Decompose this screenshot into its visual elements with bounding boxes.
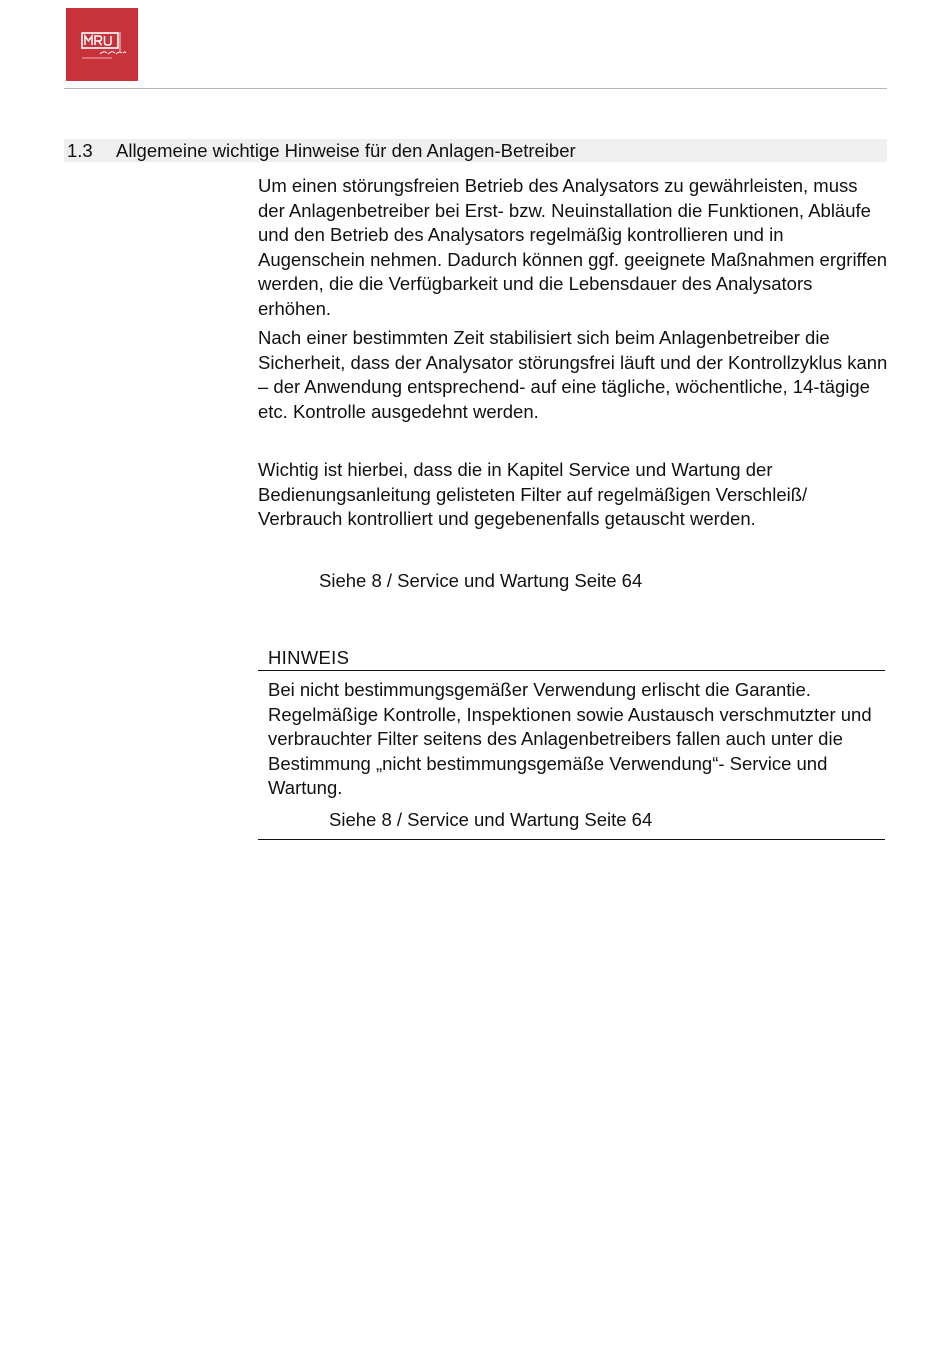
section-heading (64, 139, 887, 162)
notice-text: Bei nicht bestimmungsgemäßer Verwendung erlischt die Garantie. Regelmäßige Kontrolle, Inspektionen sowie Austausch verschmutzter und verbrauchter Filter seitens des Anlagenbetreibers fallen auch unter die Bestimmung „nicht bestimmungsgemäße Verwendung“- Service und Wartung. (268, 679, 872, 799)
notice-title: HINWEIS (268, 647, 350, 668)
mru-logo-icon (66, 8, 138, 81)
notice-cross-reference-link[interactable]: Siehe 8 / Service und Wartung Seite 64 (329, 809, 653, 830)
section-title: Allgemeine wichtige Hinweise für den Anlagen-Betreiber (116, 140, 576, 161)
notice-box (258, 643, 885, 841)
paragraph-1: Um einen störungsfreien Betrieb des Analysators zu gewährleisten, muss der Anlagenbetreiber bei Erst- bzw. Neuinstallation die Funktionen, Abläufe und den Betrieb des Analysators regelmäßig kontrollieren und in Augenschein nehmen. Dadurch können ggf. geeignete Maßnahmen ergriffen werden, die die Verfügbarkeit und die Lebensdauer des Analysators erhöhen. (258, 175, 888, 319)
notice-bottom-divider (258, 839, 885, 840)
header-divider (64, 88, 887, 89)
section-number: 1.3 (67, 140, 93, 161)
notice-top-divider (258, 670, 885, 671)
paragraph-3: Wichtig ist hierbei, dass die in Kapitel Service und Wartung der Bedienungsanleitung gelisteten Filter auf regelmäßigen Verschleiß/ Verbrauch kontrolliert und gegebenenfalls getauscht werden. (258, 459, 808, 530)
cross-reference-link[interactable]: Siehe 8 / Service und Wartung Seite 64 (319, 570, 643, 591)
paragraph-2: Nach einer bestimmten Zeit stabilisiert sich beim Anlagenbetreiber die Sicherheit, dass der Analysator störungsfrei läuft und der Kontrollzyklus kann – der Anwendung entsprechend- auf eine tägliche, wöchentliche, 14-tägige etc. Kontrolle ausgedehnt werden. (258, 327, 888, 422)
